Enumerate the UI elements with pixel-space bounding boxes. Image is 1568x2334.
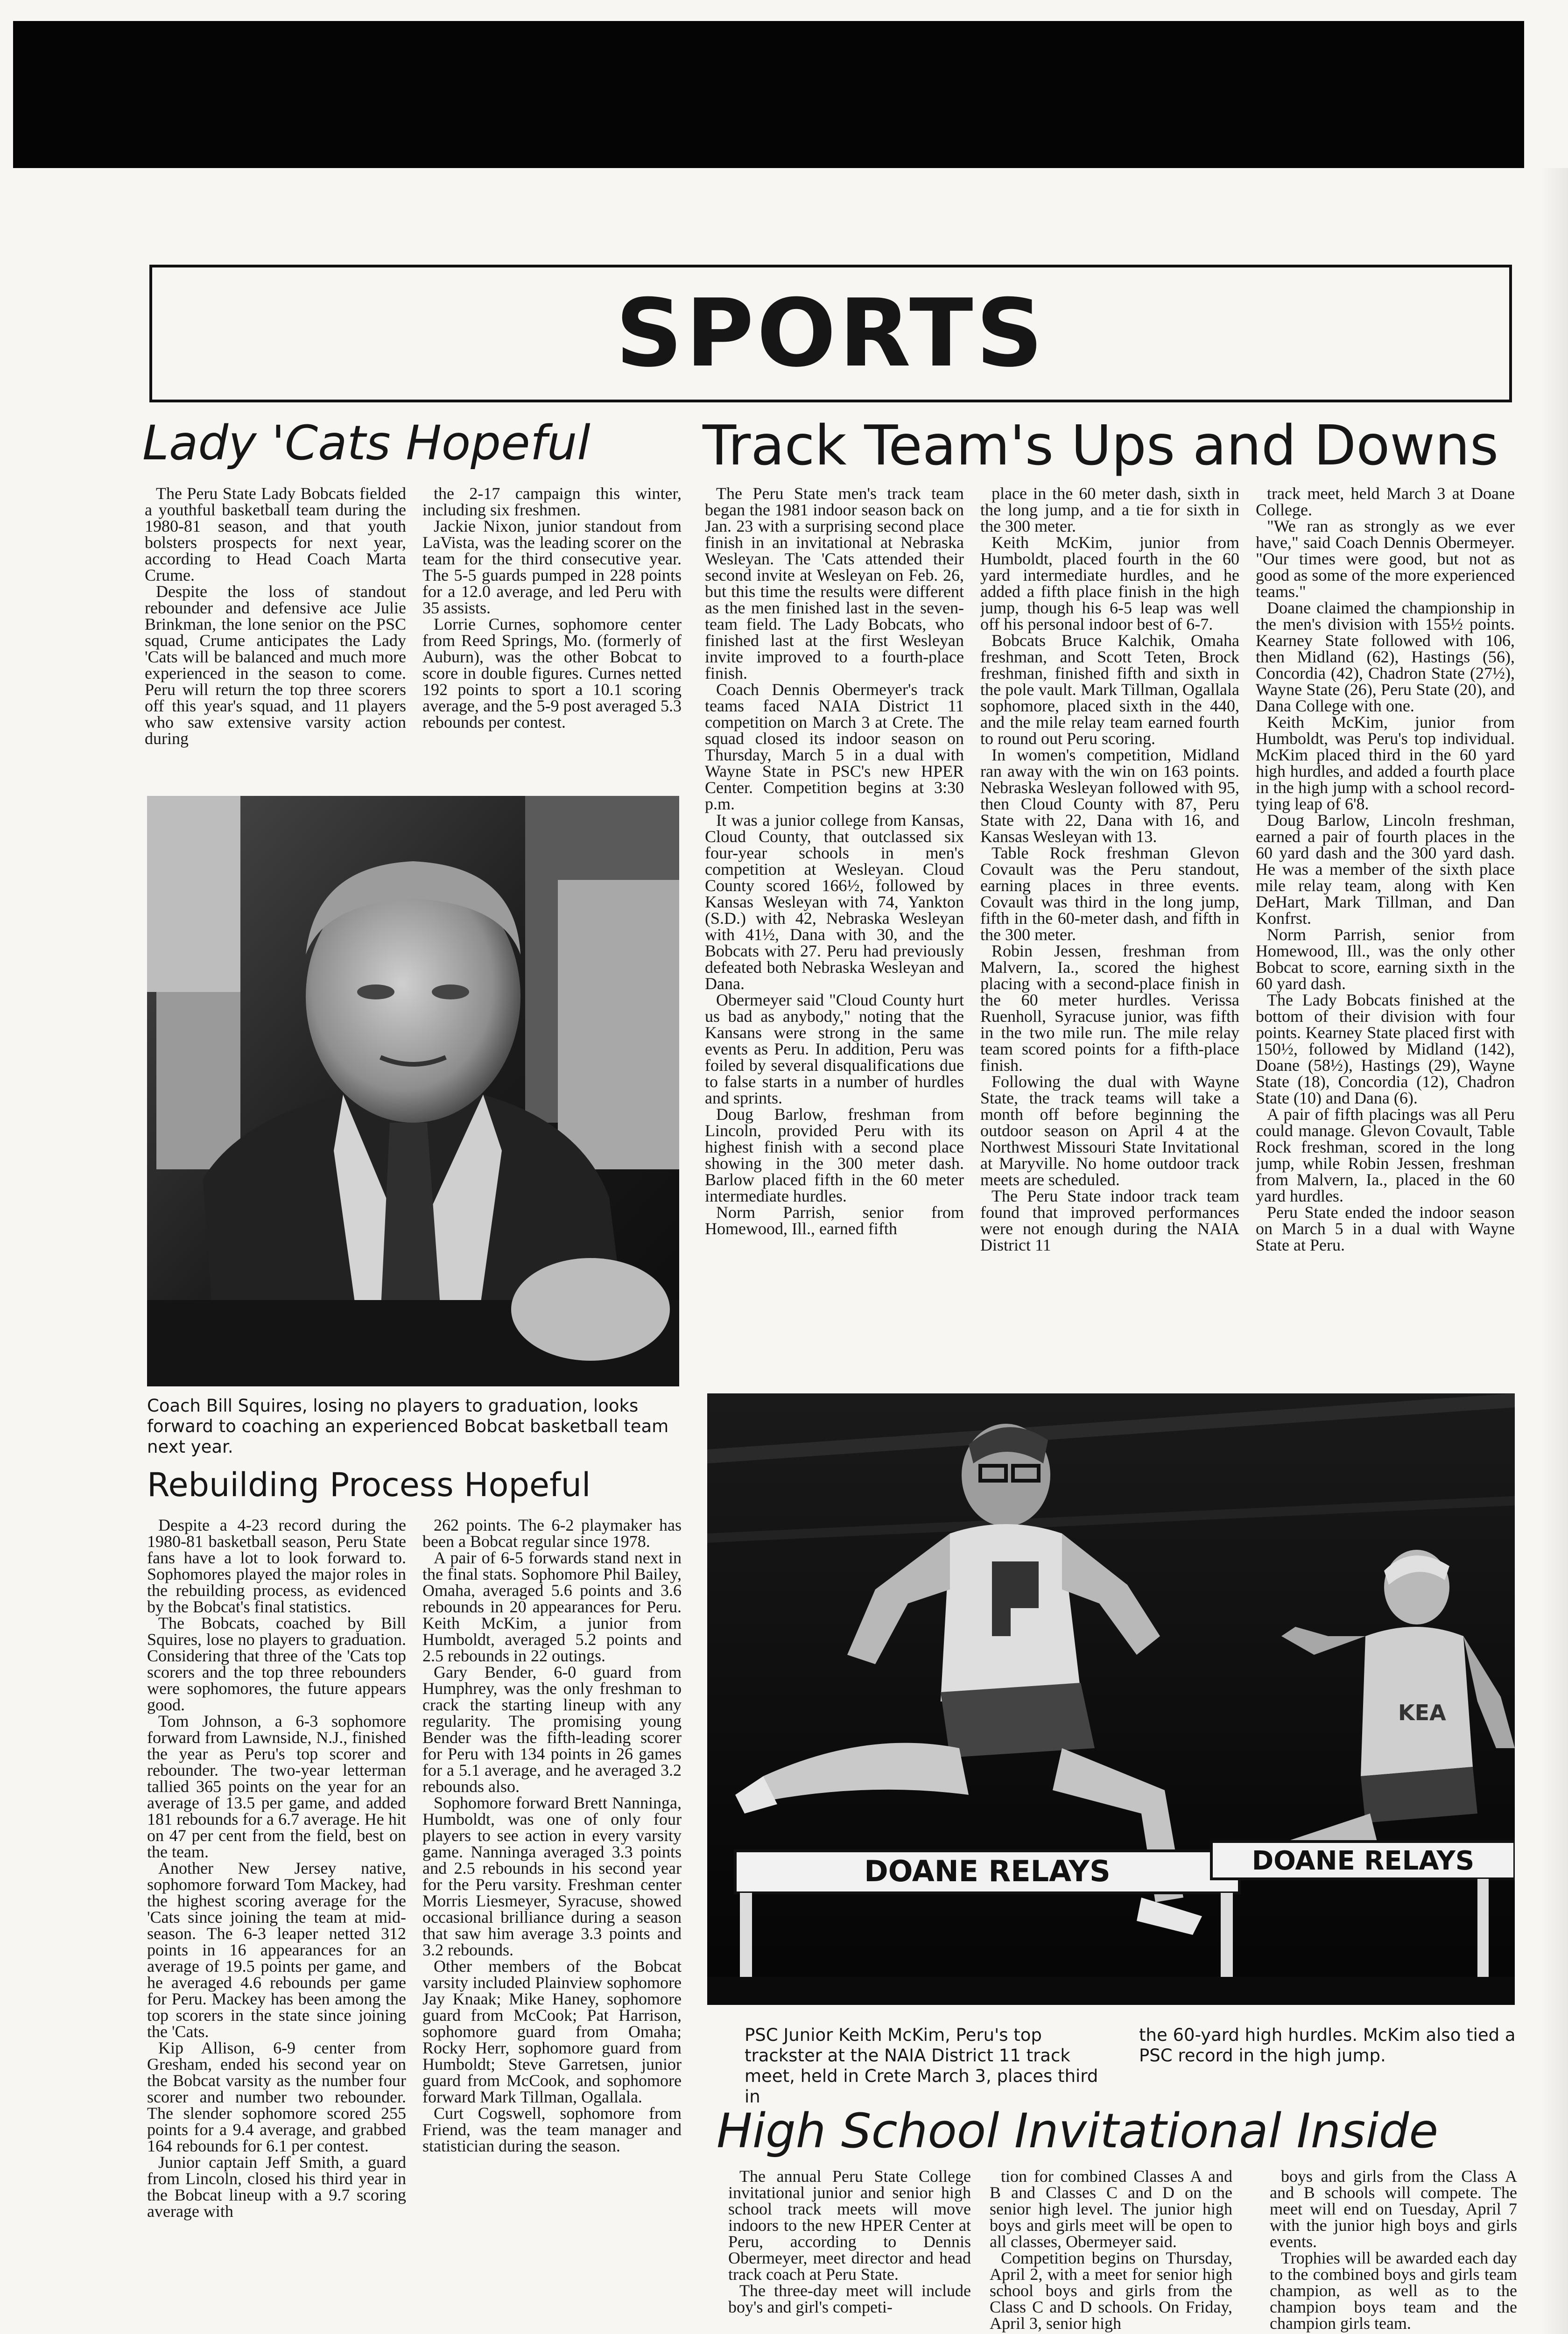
high-school-col-1 [728, 2168, 971, 2334]
track-col-2 [980, 485, 1239, 1384]
paragraph: tion for combined Classes A and B and Classes C and D on the senior high level. The junior high boys and girls meet will be open to all classes, Obermeyer said. [990, 2168, 1232, 2251]
paragraph: The three-day meet will include boy's and girl's competi- [728, 2281, 971, 2316]
paragraph: The annual Peru State College invitational junior and senior high school track meets will move indoors to the new HPER Center at Peru, according to Dennis Obermeyer, meet director and head track coach at Peru State. [728, 2168, 971, 2284]
paragraph: track meet, held March 3 at Doane College. [1256, 485, 1515, 519]
paragraph: Competition begins on Thursday, April 2, with a meet for senior high school boys and girls from the Class C and D schools. On Friday, April 3, senior high [990, 2249, 1232, 2333]
paragraph: A pair of fifth placings was all Peru could manage. Glevon Covault, Table Rock freshman, scored in the long jump, while Robin Jessen, freshman from Malvern, Ia., placed in the 60 yard hurdles. [1256, 1105, 1515, 1205]
section-title: SPORTS [615, 279, 1046, 388]
lady-cats-headline: Lady 'Cats Hopeful [142, 415, 591, 471]
paragraph: Keith McKim, junior from Humboldt, was Peru's top individual. McKim placed third in the 60 yard high hurdles, and added a fourth place in the high jump with a school record-tying leap of 6'8. [1256, 713, 1515, 813]
paragraph: The Lady Bobcats finished at the bottom of their division with four points. Kearney State placed first with 150½, followed by Midland (142), Doane (58½), Hastings (29), Wayne State (18), Concordia (12), Chadron State (10) and Dana (6). [1256, 991, 1515, 1107]
paragraph: In women's competition, Midland ran away with the win on 163 points. Nebraska Wesleyan followed with 95, then Cloud County with 87, Peru State with 22, Dana with 16, and Kansas Wesleyan with 13. [980, 745, 1239, 846]
hurdles-photo [707, 1393, 1515, 2005]
paragraph: Kip Allison, 6-9 center from Gresham, ended his second year on the Bobcat varsity as the number four scorer and number two rebounder. The slender sophomore scored 255 points for a 9.4 average, and grabbed 164 rebounds for 6.1 per contest. [147, 2039, 406, 2155]
paragraph: Tom Johnson, a 6-3 sophomore forward from Lawnside, N.J., finished the year as Peru's top scorer and rebounder. The two-year letterman tallied 365 points on the year for an average of 13.5 per game, and added 181 rebounds for a 6.7 average. He hit on 47 per cent from the field, best on the team. [147, 1712, 406, 1861]
hurdles-caption-right: the 60-yard high hurdles. McKim also tied a PSC record in the high jump. [1139, 2025, 1516, 2066]
paragraph: place in the 60 meter dash, sixth in the long jump, and a tie for sixth in the 300 meter. [980, 485, 1239, 535]
high-school-col-3 [1270, 2168, 1517, 2334]
paragraph: Doug Barlow, Lincoln freshman, earned a pair of fourth places in the 60 yard dash and the 300 yard dash. He was a member of the sixth place mile relay team, along with Ken DeHart, Mark Tillman, and Dan Konfrst. [1256, 811, 1515, 928]
paragraph: Norm Parrish, senior from Homewood, Ill., was the only other Bobcat to score, earning sixth in the 60 yard dash. [1256, 925, 1515, 993]
paragraph: The Peru State men's track team began the 1981 indoor season back on Jan. 23 with a surprising second place finish in an invitational at Nebraska Wesleyan. The 'Cats attended their second invite at Wesleyan on Feb. 26, but this time the results were different as the men finished last in the seven-team field. The Lady Bobcats, who finished last at the first Wesleyan invite improved to a fourth-place finish. [705, 485, 964, 682]
paragraph: It was a junior college from Kansas, Cloud County, that outclassed six four-year schools in men's competition at Wesleyan. Cloud County scored 166½, followed by Kansas Wesleyan with 74, Yankton (S.D.) with 42, Nebraska Wesleyan with 41½, Dana with 30, and the Bobcats with 27. Peru had previously defeated both Nebraska Wesleyan and Dana. [705, 811, 964, 993]
high-school-col-2 [990, 2168, 1232, 2334]
track-col-1 [705, 485, 964, 1384]
paragraph: Sophomore forward Brett Nanninga, Humboldt, was one of only four players to see action in every varsity game. Nanninga averaged 3.3 points and 2.5 rebounds in his second year for the Peru varsity. Freshman center Morris Liesmeyer, Syracuse, showed occasional brilliance during a season that saw him average 3.3 points and 3.2 rebounds. [422, 1793, 682, 1959]
paragraph: "We ran as strongly as we ever have," said Coach Dennis Obermeyer. "Our times were good, but not as good as some of the more experienced teams." [1256, 517, 1515, 601]
lady-cats-col-1 [145, 485, 406, 798]
paragraph: 262 points. The 6-2 playmaker has been a Bobcat regular since 1978. [422, 1517, 682, 1551]
paragraph: Another New Jersey native, sophomore forward Tom Mackey, had the highest scoring average for the 'Cats since joining the team at mid-season. The 6-3 leaper netted 312 points in 16 appearances for an average of 19.5 points per game, and he averaged 4.6 rebounds per game for Peru. Mackey has been among the top scorers in the state since joining the 'Cats. [147, 1859, 406, 2041]
paragraph: The Peru State Lady Bobcats fielded a youthful basketball team during the 1980-81 season, and that youth bolsters prospects for next year, according to Head Coach Marta Crume. [145, 485, 406, 584]
rebuilding-col-1 [147, 1517, 406, 2334]
page-edge-shadow [1540, 168, 1568, 2334]
paragraph: Junior captain Jeff Smith, a guard from Lincoln, closed his third year in the Bobcat lineup with a 9.7 scoring average with [147, 2153, 406, 2221]
paragraph: Obermeyer said "Cloud County hurt us bad as anybody," noting that the Kansans were strong in the same events as Peru. In addition, Peru was foiled by several disqualifications due to false starts in a number of hurdles and sprints. [705, 991, 964, 1107]
jersey-text: KEA [1398, 1700, 1446, 1725]
paragraph: boys and girls from the Class A and B schools will compete. The meet will end on Tuesday, April 7 with the junior high boys and girls events. [1270, 2168, 1517, 2251]
coach-photo [147, 796, 679, 1386]
paragraph: Keith McKim, junior from Humboldt, placed fourth in the 60 yard intermediate hurdles, and he added a fifth place finish in the high jump, though his 6-5 leap was well off his personal indoor best of 6-7. [980, 533, 1239, 633]
track-headline: Track Team's Ups and Downs [703, 413, 1499, 478]
paragraph: Norm Parrish, senior from Homewood, Ill., earned fifth [705, 1203, 964, 1238]
paragraph: Lorrie Curnes, sophomore center from Reed Springs, Mo. (formerly of Auburn), was the other Bobcat to score in double figures. Curnes netted 192 points to sport a 10.1 scoring average, and the 5-9 post averaged 5.3 rebounds per contest. [422, 615, 682, 731]
coach-photo-caption: Coach Bill Squires, losing no players to graduation, looks forward to coaching an experienced Bobcat basketball team next year. [147, 1396, 669, 1457]
paragraph: Other members of the Bobcat varsity included Plainview sophomore Jay Knaak; Mike Haney, sophomore guard from McCook; Pat Harrison, sophomore guard from Omaha; Rocky Herr, sophomore guard from Humboldt; Steve Garretsen, junior guard from McCook, and sophomore forward Mark Tillman, Ogallala. [422, 1957, 682, 2106]
paragraph: A pair of 6-5 forwards stand next in the final stats. Sophomore Phil Bailey, Omaha, averaged 5.6 points and 3.6 rebounds in 20 appearances for Peru. Keith McKim, a junior from Humboldt, averaged 5.2 points and 2.5 rebounds in 22 outings. [422, 1548, 682, 1665]
paragraph: Gary Bender, 6-0 guard from Humphrey, was the only freshman to crack the starting lineup with any regularity. The promising young Bender was the fifth-leading scorer for Peru with 134 points in 26 games for a 5.1 average, and he averaged 3.2 rebounds also. [422, 1663, 682, 1796]
paragraph: Despite the loss of standout rebounder and defensive ace Julie Brinkman, the lone senior on the PSC squad, Crume anticipates the Lady 'Cats will be balanced and much more experienced in the season to come. Peru will return the top three scorers off this year's squad, and 11 players who saw extensive varsity action during [145, 582, 406, 748]
paragraph: Despite a 4-23 record during the 1980-81 basketball season, Peru State fans have a lot to look forward to. Sophomores played the major roles in the rebuilding process, as evidenced by the Bobcat's final statistics. [147, 1517, 406, 1616]
paragraph: Trophies will be awarded each day to the combined boys and girls team champion, as well as to the champion boys team and the champion girls team. [1270, 2249, 1517, 2333]
paragraph: Bobcats Bruce Kalchik, Omaha freshman, and Scott Teten, Brock freshman, finished fifth and sixth in the pole vault. Mark Tillman, Ogallala sophomore, placed sixth in the 440, and the mile relay team earned fourth to round out Peru scoring. [980, 631, 1239, 748]
paragraph: The Bobcats, coached by Bill Squires, lose no players to graduation. Considering that three of the 'Cats top scorers and the top three rebounders were sophomores, the future appears good. [147, 1614, 406, 1714]
lady-cats-col-2 [422, 485, 682, 798]
paragraph: Peru State ended the indoor season on March 5 in a dual with Wayne State at Peru. [1256, 1203, 1515, 1254]
rebuilding-col-2 [422, 1517, 682, 2334]
paragraph: Curt Cogswell, sophomore from Friend, was the team manager and statistician during the season. [422, 2104, 682, 2155]
paragraph: Table Rock freshman Glevon Covault was the Peru standout, earning places in three events. Covault was third in the long jump, fifth in the 60-meter dash, and fifth in the 300 meter. [980, 844, 1239, 944]
paragraph: Coach Dennis Obermeyer's track teams faced NAIA District 11 competition on March 3 at Crete. The squad closed its indoor season on Thursday, March 5 in a dual with Wayne State in PSC's new HPER Center. Competition begins at 3:30 p.m. [705, 680, 964, 813]
paragraph: Robin Jessen, freshman from Malvern, Ia., scored the highest placing with a second-place finish in the 60 meter hurdles. Verissa Ruenholl, Syracuse junior, was fifth in the two mile run. The mile relay team scored points for a fifth-place finish. [980, 942, 1239, 1075]
paragraph: Jackie Nixon, junior standout from LaVista, was the leading scorer on the team for the third consecutive year. The 5-5 guards pumped in 228 points for a 12.0 average, and led Peru with 35 assists. [422, 517, 682, 617]
section-masthead [149, 265, 1512, 402]
hurdle-banner-left: DOANE RELAYS [864, 1854, 1111, 1888]
rebuilding-headline: Rebuilding Process Hopeful [147, 1466, 591, 1504]
paragraph: Doane claimed the championship in the men's division with 155½ points. Kearney State followed with 106, then Midland (62), Hastings (56), Concordia (42), Chadron State (27½), Wayne State (26), Peru State (20), and Dana College with one. [1256, 598, 1515, 715]
paragraph: Doug Barlow, freshman from Lincoln, provided Peru with its highest finish with a second place showing in the 300 meter dash. Barlow placed fifth in the 60 meter intermediate hurdles. [705, 1105, 964, 1205]
paragraph: Following the dual with Wayne State, the track teams will take a month off before beginning the outdoor season on April 4 at the Northwest Missouri State Invitational at Maryville. No home outdoor track meets are scheduled. [980, 1072, 1239, 1189]
top-black-band [13, 21, 1524, 168]
hurdle-banner-right: DOANE RELAYS [1252, 1846, 1475, 1876]
track-col-3 [1256, 485, 1515, 1384]
paragraph: the 2-17 campaign this winter, including six freshmen. [422, 485, 682, 519]
high-school-headline: High School Invitational Inside [717, 2103, 1439, 2159]
paragraph: The Peru State indoor track team found that improved performances were not enough during the NAIA District 11 [980, 1187, 1239, 1254]
hurdles-caption-left: PSC Junior Keith McKim, Peru's top trackster at the NAIA District 11 track meet, held in Crete March 3, places third in [745, 2025, 1098, 2107]
